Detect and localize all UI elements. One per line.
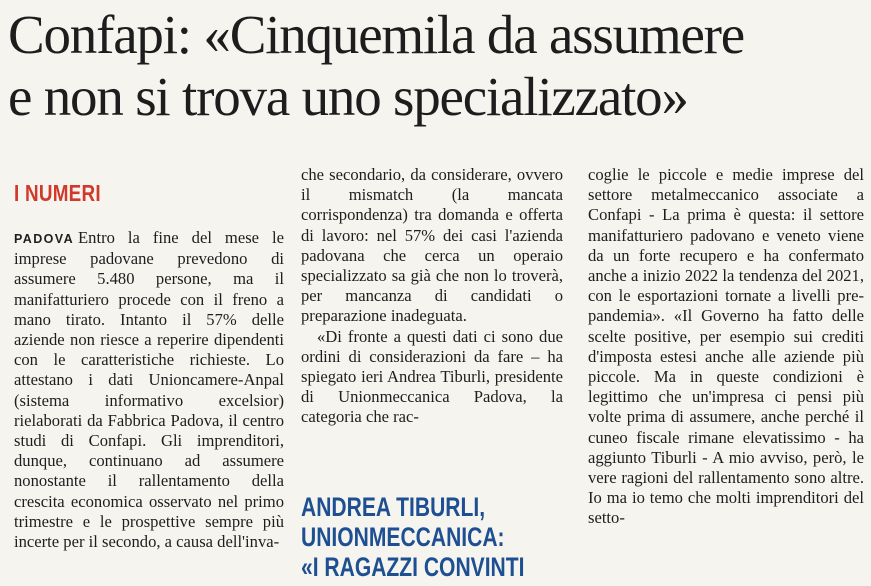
- pull-subhead: [301, 492, 525, 582]
- column-1-paragraph-1: [14, 228, 284, 552]
- article-column-2: [301, 165, 563, 428]
- headline-line-2: e non si trova uno specializzato»: [8, 66, 688, 127]
- article-column-3: [588, 165, 864, 529]
- dateline: PADOVA: [14, 232, 75, 246]
- headline: [8, 4, 868, 128]
- section-kicker: I NUMERI: [14, 180, 101, 206]
- article-column-1: [14, 180, 284, 552]
- column-3-paragraph-1: coglie le piccole e medie imprese del settore metalmeccanico associate a Confapi - La prima è questa: il settore manifatturiero padovano e veneto viene da un forte recupero e ha confermato anche a inizio 2022 la tendenza del 2021, con le esportazioni tornate a livelli pre-pandemia». «Il Governo ha fatto delle scelte positive, per esempio sui crediti d'imposta estesi anche alle aziende più piccole. Ma in queste condizioni è legittimo che un'impresa ci pensi più volte prima di assumere, anche perché il cuneo fiscale rimane elevatissimo - ha aggiunto Tiburli - A mio avviso, però, le vere ragioni del rallentamento sono altre. Io ma io temo che molti imprenditori del setto-: [588, 165, 864, 528]
- subhead-line-3: «I RAGAZZI CONVINTI: [301, 552, 525, 582]
- column-1-paragraph-1-text: Entro la fine del mese le imprese padovane prevedono di assumere 5.480 persone, ma il manifatturiero procede con il freno a mano tirato. Intanto il 57% delle aziende non riesce a reperire dipendenti con le caratteristiche richieste. Lo attestano i dati Unioncamere-Anpal (sistema informativo excelsior) rielaborati da Fabbrica Padova, il centro studi di Confapi. Gli imprenditori, dunque, continuano ad assumere nonostante il rallentamento della crescita economica osservato nel primo trimestre e le prospettive sempre più incerte per il secondo, a causa dell'inva-: [14, 228, 284, 552]
- column-2-paragraph-2: «Di fronte a questi dati ci sono due ordini di considerazioni da fare – ha spiegato ieri Andrea Tiburli, presidente di Unionmeccanica Padova, la categoria che rac-: [301, 326, 563, 427]
- subhead-line-1: ANDREA TIBURLI,: [301, 492, 486, 522]
- column-2-paragraph-1: che secondario, da considerare, ovvero il mismatch (la mancata corrispondenza) tra domanda e offerta di lavoro: nel 57% dei casi l'azienda padovana che cerca un operaio specializzato sa già che non lo troverà, per mancanza di candidati o preparazione inadeguata.: [301, 165, 563, 326]
- headline-line-1: Confapi: «Cinquemila da assumere: [8, 4, 745, 65]
- subhead-line-2: UNIONMECCANICA:: [301, 522, 505, 552]
